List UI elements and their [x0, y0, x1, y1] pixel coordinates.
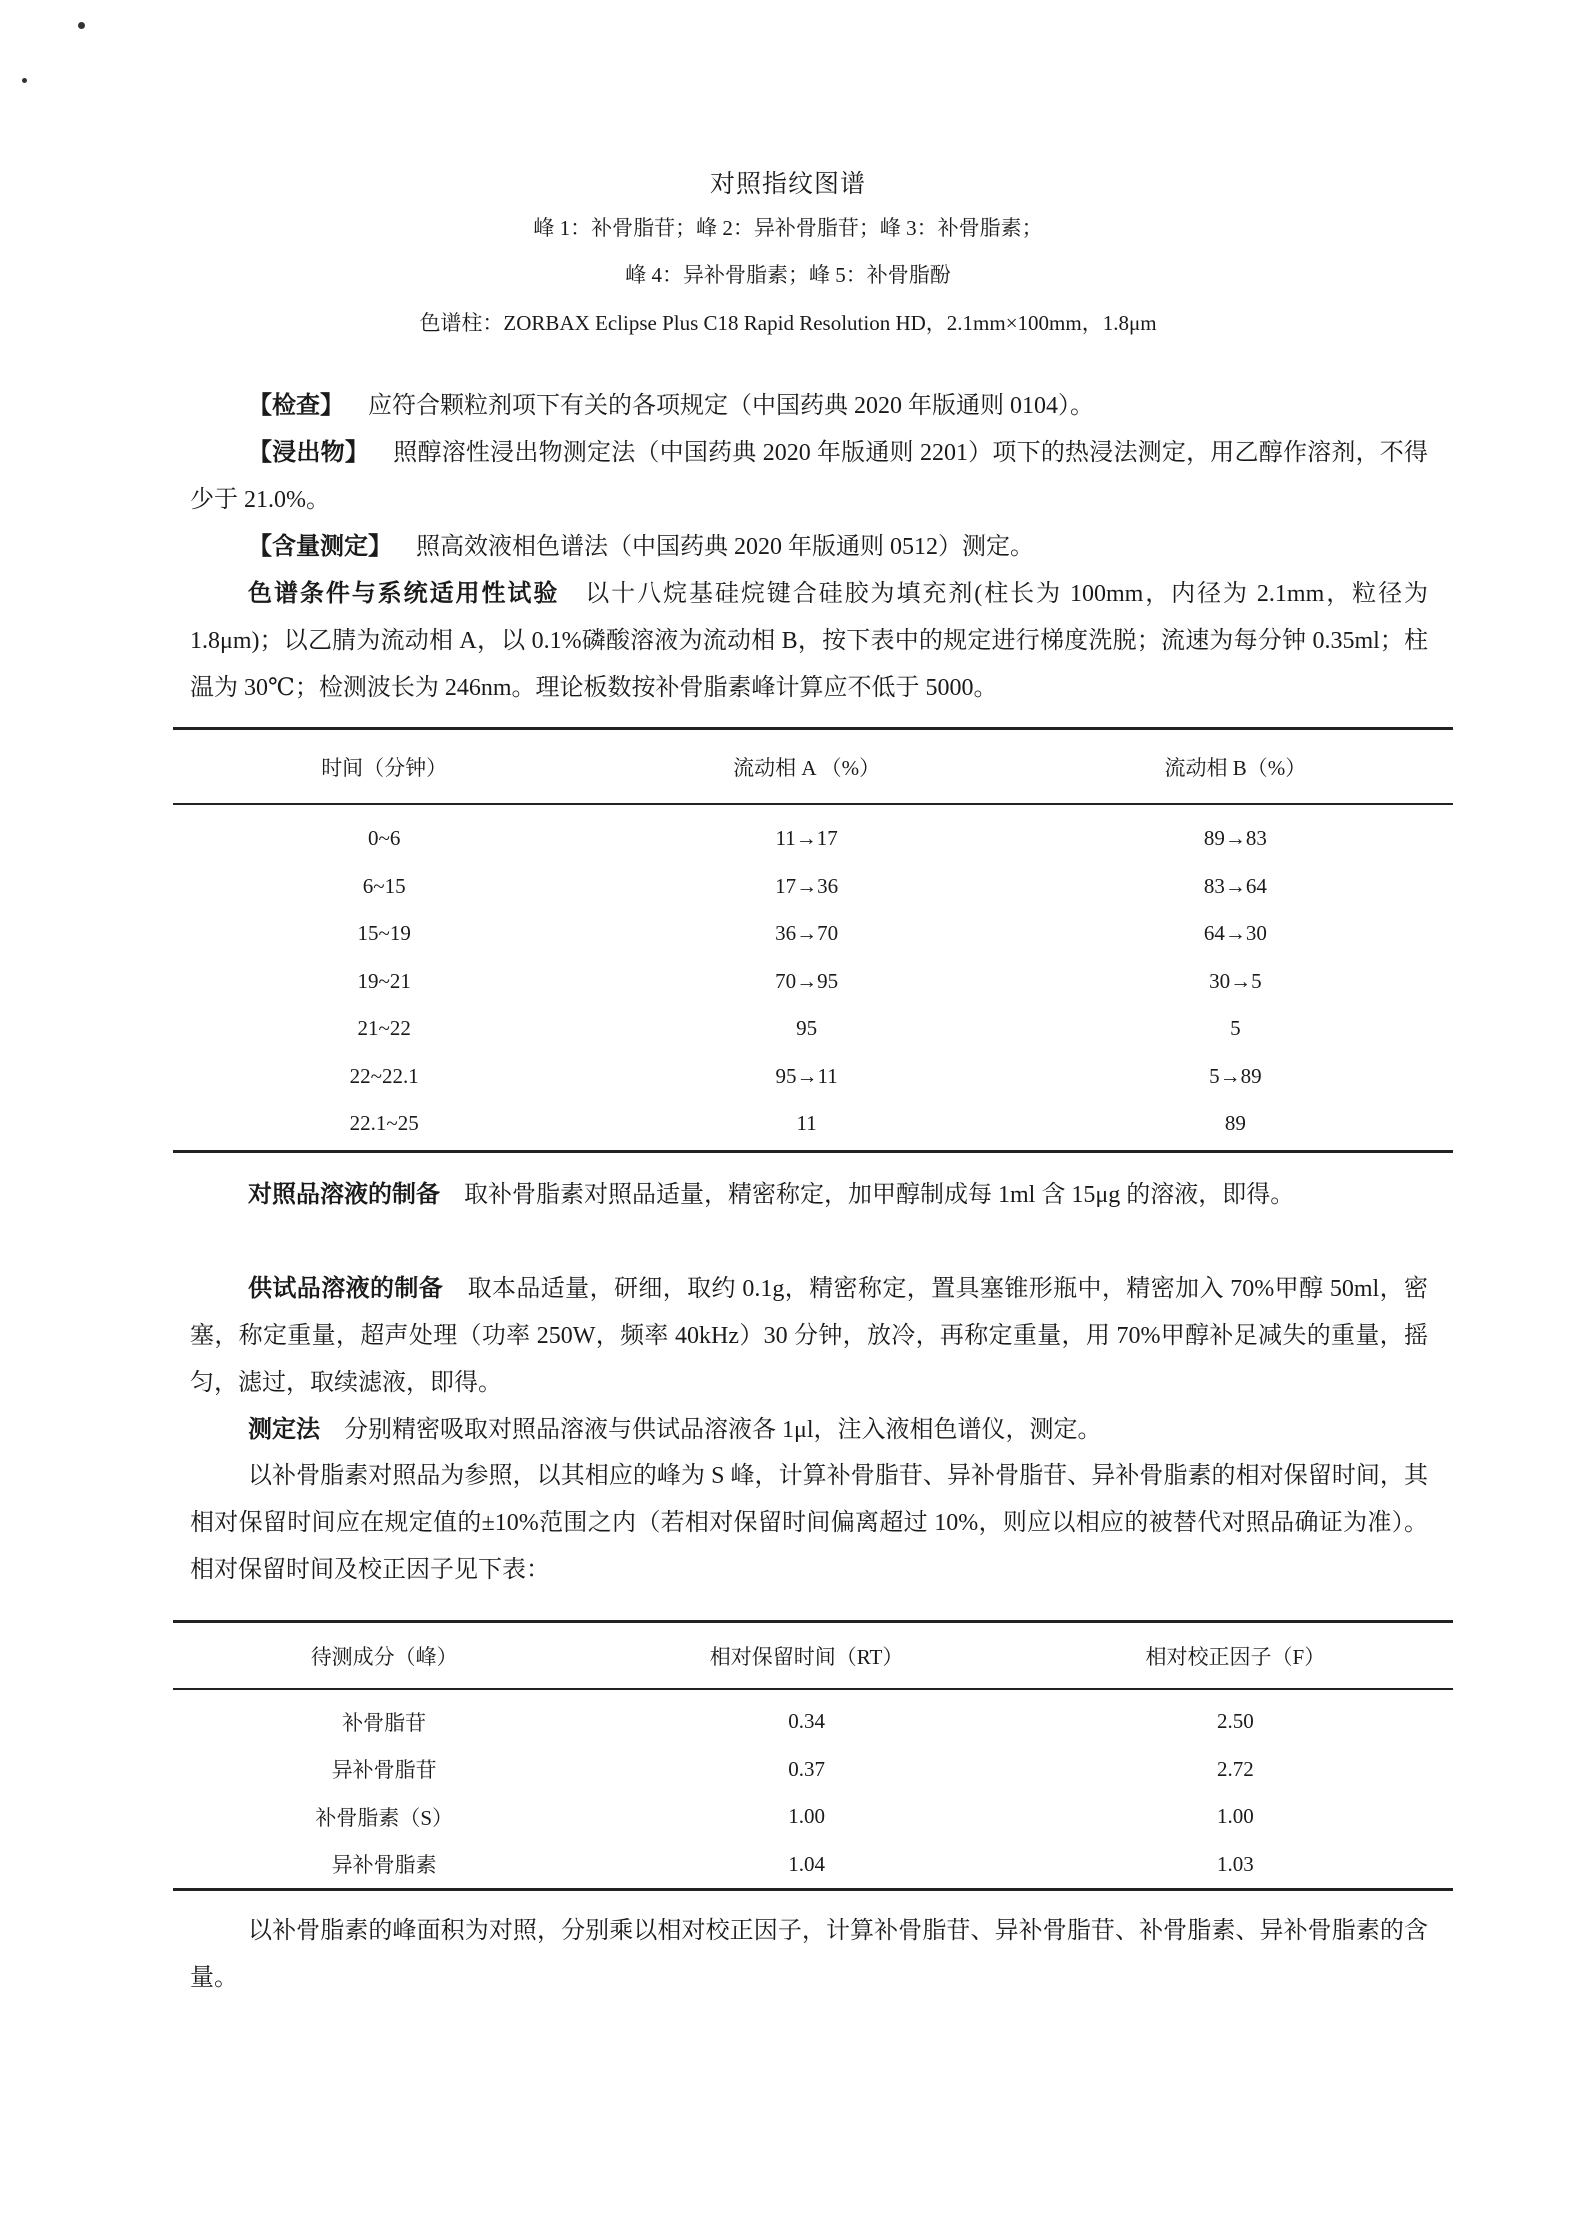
header-cell: 待测成分（峰）	[173, 1622, 595, 1690]
table-row	[173, 804, 1453, 863]
chromatography-label: 色谱条件与系统适用性试验	[248, 579, 560, 607]
phase-a-cell: 17→36	[775, 873, 839, 898]
table-row	[173, 1841, 1453, 1890]
header-cell: 相对校正因子（F）	[1018, 1622, 1453, 1690]
component-cell: 异补骨脂素	[173, 1841, 595, 1890]
time-cell: 6~15	[362, 873, 406, 898]
time-cell: 21~22	[357, 1016, 411, 1041]
assay-section	[190, 523, 1428, 571]
phase-a-cell: 36→70	[775, 921, 839, 946]
table-row	[173, 1005, 1453, 1053]
sample-prep-label: 供试品溶液的制备	[248, 1274, 444, 1302]
table-row	[173, 910, 1453, 958]
extract-section	[190, 429, 1428, 524]
table-row	[173, 958, 1453, 1006]
rrt-table	[173, 1620, 1453, 1891]
phase-a-cell: 11→17	[775, 826, 838, 851]
header-cell: 流动相 B（%）	[1018, 729, 1453, 805]
scan-speck	[22, 78, 27, 83]
phase-b-cell: 5→89	[1209, 1063, 1262, 1088]
reference-prep-section	[190, 1171, 1428, 1219]
reference-prep-text: 取补骨脂素对照品适量，精密称定，加甲醇制成每 1ml 含 15μg 的溶液，即得。	[464, 1182, 1295, 1208]
factor-cell: 2.72	[1217, 1756, 1254, 1781]
peak-legend-line-1: 峰 1：补骨脂苷；峰 2：异补骨脂苷；峰 3：补骨脂素；	[533, 216, 1043, 240]
phase-b-cell: 30→5	[1209, 968, 1262, 993]
method-label: 测定法	[248, 1415, 320, 1443]
assay-label: 【含量测定】	[248, 532, 392, 560]
component-cell: 补骨脂素（S）	[315, 1805, 454, 1830]
rrt-cell: 1.00	[788, 1804, 825, 1829]
phase-a-cell: 11	[595, 1100, 1017, 1151]
gradient-table	[173, 727, 1453, 1153]
phase-b-cell: 5	[1230, 1016, 1241, 1041]
chromatography-text: 以十八烷基硅烷键合硅胶为填充剂(柱长为 100mm，内径为 2.1mm，粒径为 1.8μm)；以乙腈为流动相 A，以 0.1%磷酸溶液为流动相 B，按下表中的规定进行梯度洗脱；流速为每分钟 0.35ml；柱温为 30℃；检测波长为 246nm。理论板数按补骨脂素峰计算应不低于 5000。	[190, 581, 1429, 701]
conclusion-text: 以补骨脂素的峰面积为对照，分别乘以相对校正因子，计算补骨脂苷、异补骨脂苷、补骨脂素、异补骨脂素的含量。	[190, 1918, 1428, 1991]
check-label: 【检查】	[248, 391, 344, 419]
phase-b-cell: 64→30	[1203, 921, 1267, 946]
sample-prep-text: 取本品适量，研细，取约 0.1g，精密称定，置具塞锥形瓶中，精密加入 70%甲醇 50ml，密塞，称定重量，超声处理（功率 250W，频率 40kHz）30 分钟，放冷，再称定重量，用 70%甲醇补足减失的重量，摇匀，滤过，取续滤液，即得。	[190, 1276, 1429, 1396]
rrt-table-header	[173, 1622, 1453, 1690]
component-cell: 异补骨脂苷	[331, 1758, 437, 1783]
table-row	[173, 1793, 1453, 1841]
time-cell: 19~21	[357, 968, 411, 993]
table-row	[173, 1689, 1453, 1746]
sample-prep-section	[190, 1265, 1428, 1407]
component-cell: 补骨脂苷	[342, 1710, 427, 1735]
phase-a-cell: 95	[796, 1016, 818, 1041]
rrt-cell: 0.34	[788, 1709, 825, 1734]
method-text: 分别精密吸取对照品溶液与供试品溶液各 1μl，注入液相色谱仪，测定。	[344, 1417, 1102, 1443]
factor-cell: 2.50	[1217, 1709, 1254, 1734]
time-cell: 0~6	[368, 826, 401, 851]
assay-text: 照高效液相色谱法（中国药典 2020 年版通则 0512）测定。	[416, 534, 1034, 560]
table-row	[173, 1100, 1453, 1151]
rrt-cell: 0.37	[788, 1756, 825, 1781]
phase-a-cell: 95→11	[775, 1063, 838, 1088]
check-section	[190, 382, 1428, 430]
method-section	[190, 1406, 1428, 1454]
header-cell: 时间（分钟）	[173, 729, 595, 805]
extract-label: 【浸出物】	[248, 438, 370, 466]
factor-cell: 1.03	[1018, 1841, 1453, 1890]
chromatography-section	[190, 570, 1428, 712]
reference-prep-label: 对照品溶液的制备	[248, 1180, 440, 1208]
column-spec: 色谱柱：ZORBAX Eclipse Plus C18 Rapid Resolution HD，2.1mm×100mm，1.8μm	[419, 311, 1157, 335]
phase-b-cell: 89	[1018, 1100, 1453, 1151]
peak-legend-line-2: 峰 4：异补骨脂素；峰 5：补骨脂酚	[625, 263, 951, 287]
table-row	[173, 863, 1453, 911]
table-row	[173, 1746, 1453, 1794]
rrt-cell: 1.04	[595, 1841, 1017, 1890]
time-cell: 22.1~25	[173, 1100, 595, 1151]
scan-speck	[78, 22, 85, 29]
check-text: 应符合颗粒剂项下有关的各项规定（中国药典 2020 年版通则 0104）。	[368, 393, 1094, 419]
phase-a-cell: 70→95	[775, 968, 839, 993]
gradient-table-header	[173, 729, 1453, 805]
time-cell: 22~22.1	[349, 1063, 419, 1088]
phase-b-cell: 89→83	[1203, 826, 1267, 851]
rrt-intro: 以补骨脂素对照品为参照，以其相应的峰为 S 峰，计算补骨脂苷、异补骨脂苷、异补骨脂素的相对保留时间，其相对保留时间应在规定值的±10%范围之内（若相对保留时间偏离超过 10%，则应以相应的被替代对照品确证为准）。相对保留时间及校正因子见下表：	[190, 1463, 1428, 1583]
extract-text: 照醇溶性浸出物测定法（中国药典 2020 年版通则 2201）项下的热浸法测定，用乙醇作溶剂，不得少于 21.0%。	[190, 440, 1429, 513]
fingerprint-title: 对照指纹图谱	[709, 171, 866, 198]
header-cell: 相对保留时间（RT）	[595, 1622, 1017, 1690]
table-row	[173, 1053, 1453, 1101]
factor-cell: 1.00	[1217, 1804, 1254, 1829]
phase-b-cell: 83→64	[1203, 873, 1267, 898]
time-cell: 15~19	[357, 921, 411, 946]
header-cell: 流动相 A （%）	[595, 729, 1017, 805]
